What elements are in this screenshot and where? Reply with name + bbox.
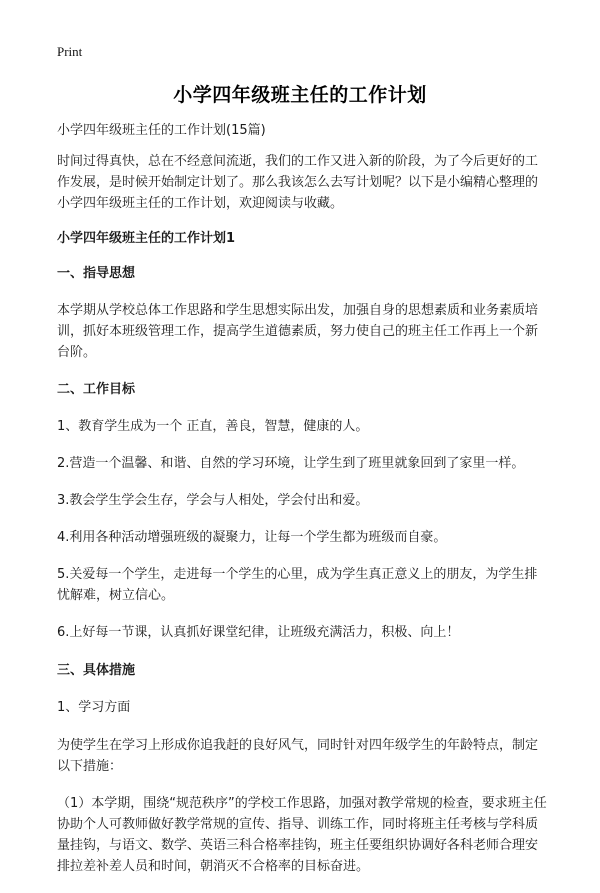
goal-item: 1、教育学生成为一个 正直，善良，智慧，健康的人。 <box>57 419 369 434</box>
plan-heading: 小学四年级班主任的工作计划1 <box>57 231 236 246</box>
measures-paragraph: （1）本学期，围绕“规范秩序”的学校工作思路，加强对教学常规的检查，要求班主任协助个人可教师做好教学常规的宣传、指导、训练工作，同时将班主任考核与学科质量挂钩，与语文、数学、英语三科合格率挂钩，班主任要组织协调好各科老师合理安排拉差补差人员和时间，朝消灭不合格率的目标奋进。 <box>57 796 547 874</box>
section-heading-work-goals: 二、工作目标 <box>57 382 136 397</box>
goal-item: 4.利用各种活动增强班级的凝聚力，让每一个学生都为班级而自豪。 <box>57 530 447 545</box>
document-subtitle: 小学四年级班主任的工作计划(15篇) <box>57 123 266 138</box>
goal-item: 5.关爱每一个学生，走进每一个学生的心里，成为学生真正意义上的朋友，为学生排忧解难，树立信心。 <box>57 567 538 603</box>
section-heading-guiding-ideology: 一、指导思想 <box>57 266 136 281</box>
goal-item: 3.教会学生学会生存，学会与人相处，学会付出和爱。 <box>57 493 369 508</box>
goal-item: 2.营造一个温馨、和谐、自然的学习环境，让学生到了班里就象回到了家里一样。 <box>57 456 525 471</box>
document-title: 小学四年级班主任的工作计划 <box>173 84 427 106</box>
measures-paragraph: 为使学生在学习上形成你追我赶的良好风气，同时针对四年级学生的年龄特点，制定以下措施： <box>57 738 539 774</box>
section-paragraph-guiding-ideology: 本学期从学校总体工作思路和学生思想实际出发，加强自身的思想素质和业务素质培训，抓好本班级管理工作，提高学生道德素质，努力使自己的班主任工作再上一个新台阶。 <box>57 303 539 360</box>
measures-subheading-study: 1、学习方面 <box>57 700 131 715</box>
document-body <box>57 120 549 893</box>
goal-item: 6.上好每一节课，认真抓好课堂纪律，让班级充满活力，积极、向上！ <box>57 625 460 640</box>
print-label[interactable]: Print <box>57 44 83 59</box>
section-heading-measures: 三、具体措施 <box>57 663 136 678</box>
intro-paragraph: 时间过得真快，总在不经意间流逝，我们的工作又进入新的阶段，为了今后更好的工作发展，是时候开始制定计划了。那么我该怎么去写计划呢？以下是小编精心整理的小学四年级班主任的工作计划，欢迎阅读与收藏。 <box>57 154 539 211</box>
